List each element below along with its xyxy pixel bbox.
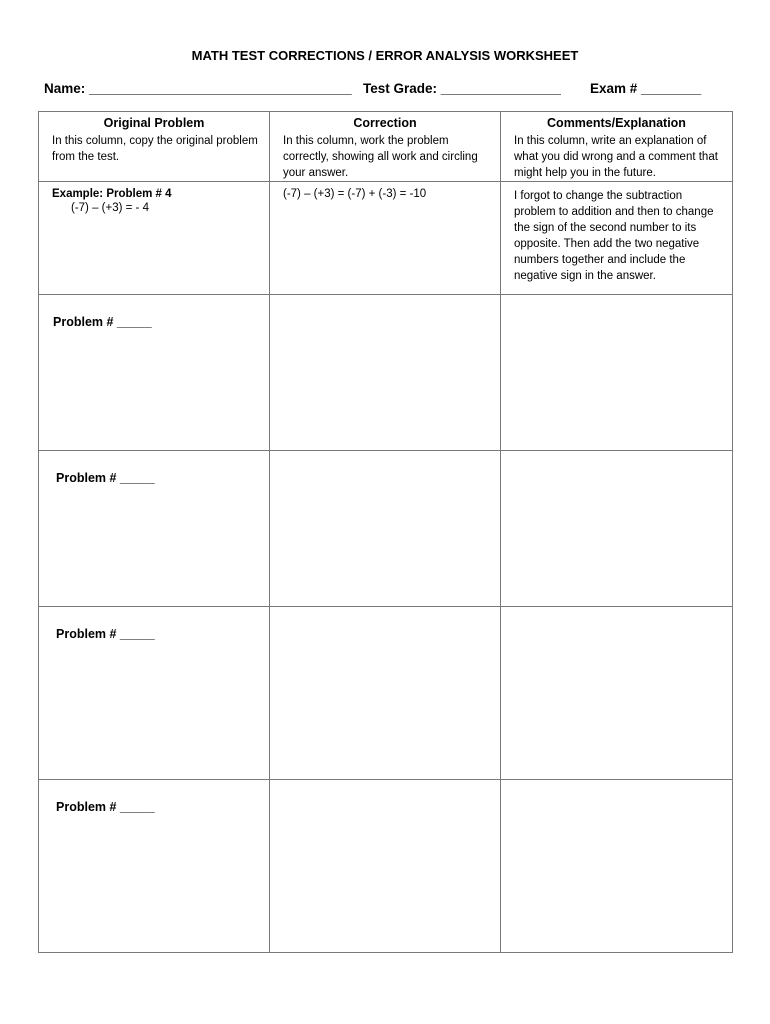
example-row — [39, 182, 733, 295]
example-comment-cell — [501, 182, 733, 295]
problem-cell[interactable] — [39, 780, 270, 953]
name-field[interactable]: Name: ___________________________________ — [44, 81, 352, 96]
correction-cell[interactable] — [270, 607, 501, 780]
problem-label: Problem # _____ — [56, 627, 155, 641]
column-description-original-problem: In this column, copy the original problem from the test. — [52, 135, 258, 163]
column-title-original-problem: Original Problem — [103, 116, 205, 130]
problem-cell[interactable] — [39, 607, 270, 780]
exam-number-field[interactable]: Exam # ________ — [590, 81, 702, 96]
problem-label: Problem # _____ — [56, 800, 155, 814]
table-header-row — [39, 112, 733, 182]
test-grade-field[interactable]: Test Grade: ________________ — [363, 81, 561, 96]
table-row — [39, 295, 733, 451]
header-correction — [270, 112, 501, 182]
corrections-table — [38, 111, 733, 953]
problem-cell[interactable] — [39, 295, 270, 451]
correction-cell[interactable] — [270, 451, 501, 607]
column-description-correction: In this column, work the problem correctly, showing all work and circling your answer. — [283, 135, 478, 179]
comment-cell[interactable] — [501, 607, 733, 780]
header-comments — [501, 112, 733, 182]
comment-cell[interactable] — [501, 451, 733, 607]
worksheet-title: MATH TEST CORRECTIONS / ERROR ANALYSIS WORKSHEET — [191, 48, 579, 63]
example-label: Example: Problem # 4 — [52, 188, 172, 200]
column-description-comments: In this column, write an explanation of what you did wrong and a comment that might help you in the future. — [514, 135, 718, 179]
table-row — [39, 451, 733, 607]
column-title-correction: Correction — [353, 116, 417, 130]
example-original-cell — [39, 182, 270, 295]
example-correction-cell — [270, 182, 501, 295]
column-title-comments: Comments/Explanation — [547, 116, 686, 130]
example-correction: (-7) – (+3) = (-7) + (-3) = -10 — [283, 188, 427, 200]
correction-cell[interactable] — [270, 780, 501, 953]
header-original-problem — [39, 112, 270, 182]
example-problem: (-7) – (+3) = - 4 — [71, 202, 149, 214]
comment-cell[interactable] — [501, 780, 733, 953]
problem-cell[interactable] — [39, 451, 270, 607]
problem-label: Problem # _____ — [56, 471, 155, 485]
problem-label: Problem # _____ — [53, 315, 152, 329]
table-row — [39, 607, 733, 780]
table-row — [39, 780, 733, 953]
correction-cell[interactable] — [270, 295, 501, 451]
comment-cell[interactable] — [501, 295, 733, 451]
example-comment: I forgot to change the subtraction problem to addition and then to change the sign of the second number to its opposite. Then add the two negative numbers together and include the negative sign in the answer. — [514, 190, 714, 282]
